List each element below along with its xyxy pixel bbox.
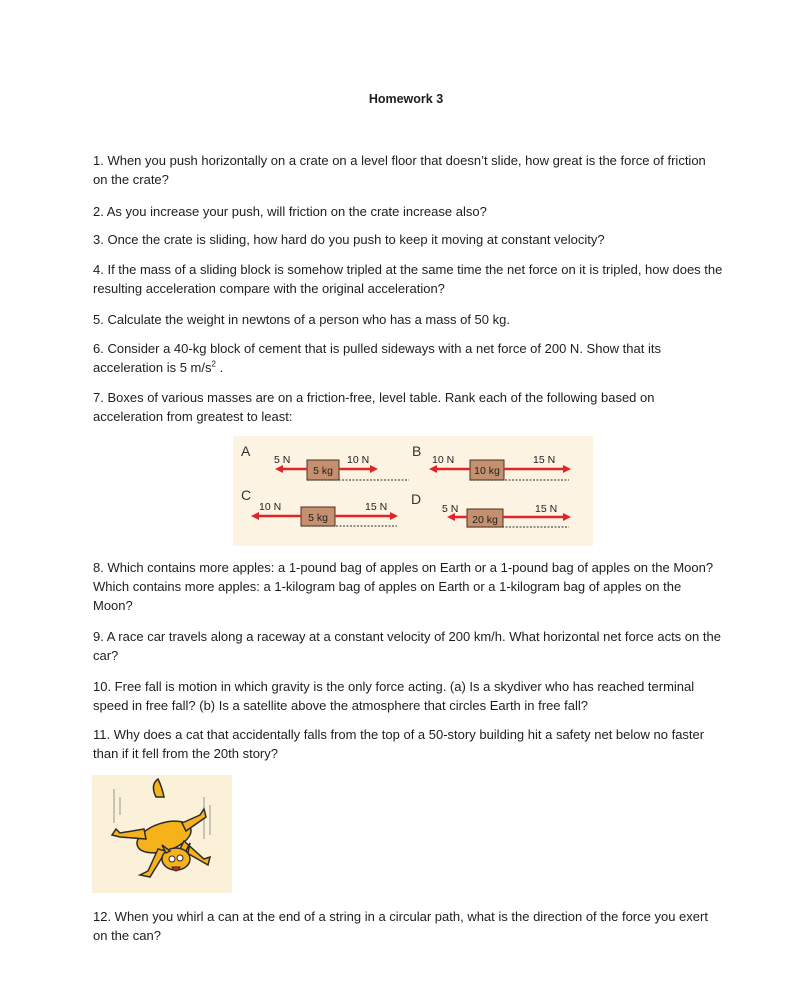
panel-d-right-force: 15 N bbox=[535, 503, 558, 515]
question-1: 1. When you push horizontally on a crate on a level floor that doesn’t slide, how great is the force of friction on the crate? bbox=[93, 153, 706, 187]
question-11: 11. Why does a cat that accidentally falls from the top of a 50-story building hit a safety net below no faster than if it fell from the 20th story? bbox=[93, 727, 705, 761]
question-6-superscript: 2 bbox=[211, 359, 216, 369]
question-3: 3. Once the crate is sliding, how hard do you push to keep it moving at constant velocity? bbox=[93, 232, 605, 247]
question-4: 4. If the mass of a sliding block is somehow tripled at the same time the net force on it is tripled, how does the resulting acceleration compare with the original acceleration? bbox=[93, 262, 723, 296]
question-6 bbox=[93, 339, 723, 377]
panel-a-label: A bbox=[241, 443, 251, 459]
cat-eye-right bbox=[177, 855, 183, 861]
question-6-text: 6. Consider a 40-kg block of cement that is pulled sideways with a net force of 200 N. Show that its acceleration is 5 m/s bbox=[93, 341, 661, 375]
panel-a-left-force: 5 N bbox=[274, 454, 291, 466]
panel-c-left-force: 10 N bbox=[259, 501, 282, 513]
question-9: 9. A race car travels along a raceway at a constant velocity of 200 km/h. What horizontal net force acts on the car? bbox=[93, 629, 721, 663]
panel-a-right-force: 10 N bbox=[347, 454, 370, 466]
question-10: 10. Free fall is motion in which gravity is the only force acting. (a) Is a skydiver who has reached terminal speed in free fall? (b) Is a satellite above the atmosphere that circles Earth in free fall? bbox=[93, 679, 695, 713]
panel-d-mass: 20 kg bbox=[472, 514, 498, 526]
panel-b-label: B bbox=[412, 443, 422, 459]
panel-b-mass: 10 kg bbox=[474, 465, 500, 477]
cat-eye-left bbox=[169, 856, 175, 862]
panel-c-label: C bbox=[241, 487, 252, 503]
question-8: 8. Which contains more apples: a 1-pound bag of apples on Earth or a 1-pound bag of apples on the Moon? Which contains more apples: a 1-kilogram bag of apples on Earth or a 1-kilogram bag of apples on the Moon? bbox=[93, 560, 714, 613]
force-diagram bbox=[233, 436, 593, 546]
panel-c-mass: 5 kg bbox=[308, 512, 328, 524]
question-2: 2. As you increase your push, will friction on the crate increase also? bbox=[93, 204, 487, 219]
panel-a-mass: 5 kg bbox=[313, 465, 333, 477]
page-title: Homework 3 bbox=[368, 92, 444, 106]
panel-b-right-force: 15 N bbox=[533, 454, 556, 466]
question-5: 5. Calculate the weight in newtons of a person who has a mass of 50 kg. bbox=[93, 312, 510, 327]
panel-d-left-force: 5 N bbox=[442, 503, 459, 515]
panel-b-left-force: 10 N bbox=[432, 454, 455, 466]
question-7: 7. Boxes of various masses are on a friction-free, level table. Rank each of the following based on acceleration from greatest to least: bbox=[93, 390, 655, 424]
panel-d-label: D bbox=[411, 491, 422, 507]
question-6-end: . bbox=[215, 360, 224, 375]
falling-cat-illustration bbox=[92, 775, 232, 893]
panel-c-right-force: 15 N bbox=[365, 501, 388, 513]
question-12: 12. When you whirl a can at the end of a string in a circular path, what is the direction of the force you exert on the can? bbox=[93, 909, 708, 943]
